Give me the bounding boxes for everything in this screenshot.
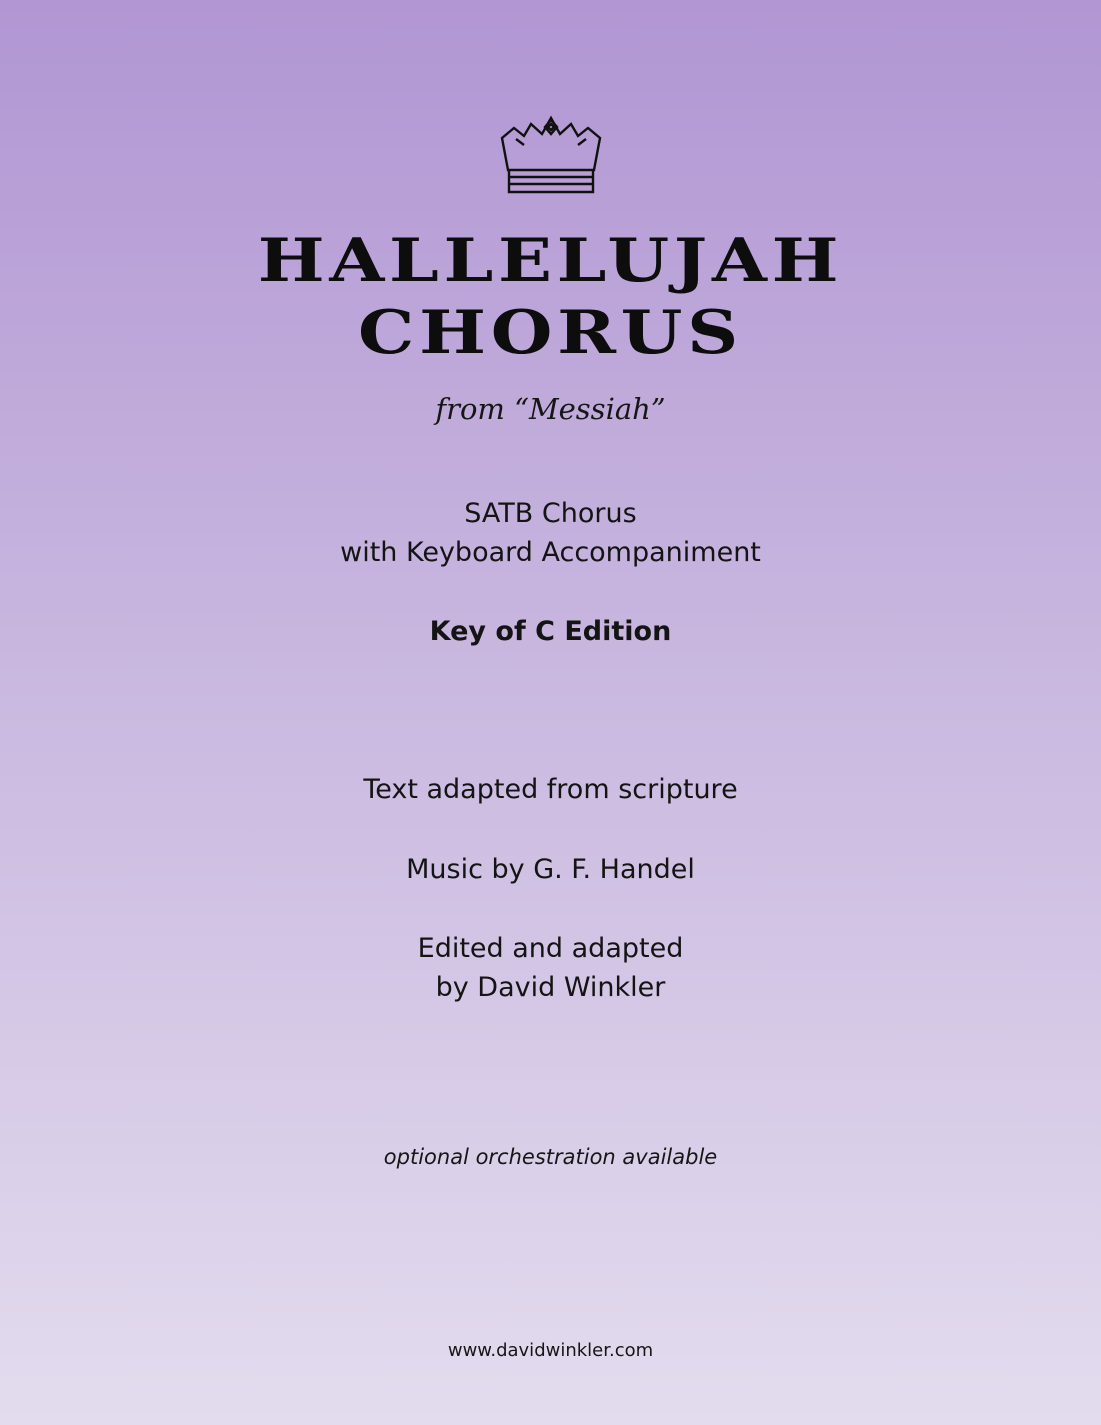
edition-label: Key of C Edition — [429, 616, 672, 647]
voicing-line-2: with Keyboard Accompaniment — [340, 537, 761, 568]
subtitle: from “Messiah” — [435, 392, 666, 426]
website-link[interactable]: www.davidwinkler.com — [447, 1340, 654, 1361]
title-line-2: CHORUS — [358, 298, 743, 368]
orchestration-note: optional orchestration available — [383, 1145, 718, 1169]
voicing-line-1: SATB Chorus — [464, 498, 637, 529]
text-credit: Text adapted from scripture — [363, 774, 738, 805]
title-line-1: HALLELUJAH — [257, 226, 844, 296]
editor-credit-line-1: Edited and adapted — [417, 933, 684, 964]
crown-icon — [494, 106, 608, 196]
editor-credit-line-2: by David Winkler — [435, 972, 666, 1003]
music-credit: Music by G. F. Handel — [406, 854, 695, 885]
